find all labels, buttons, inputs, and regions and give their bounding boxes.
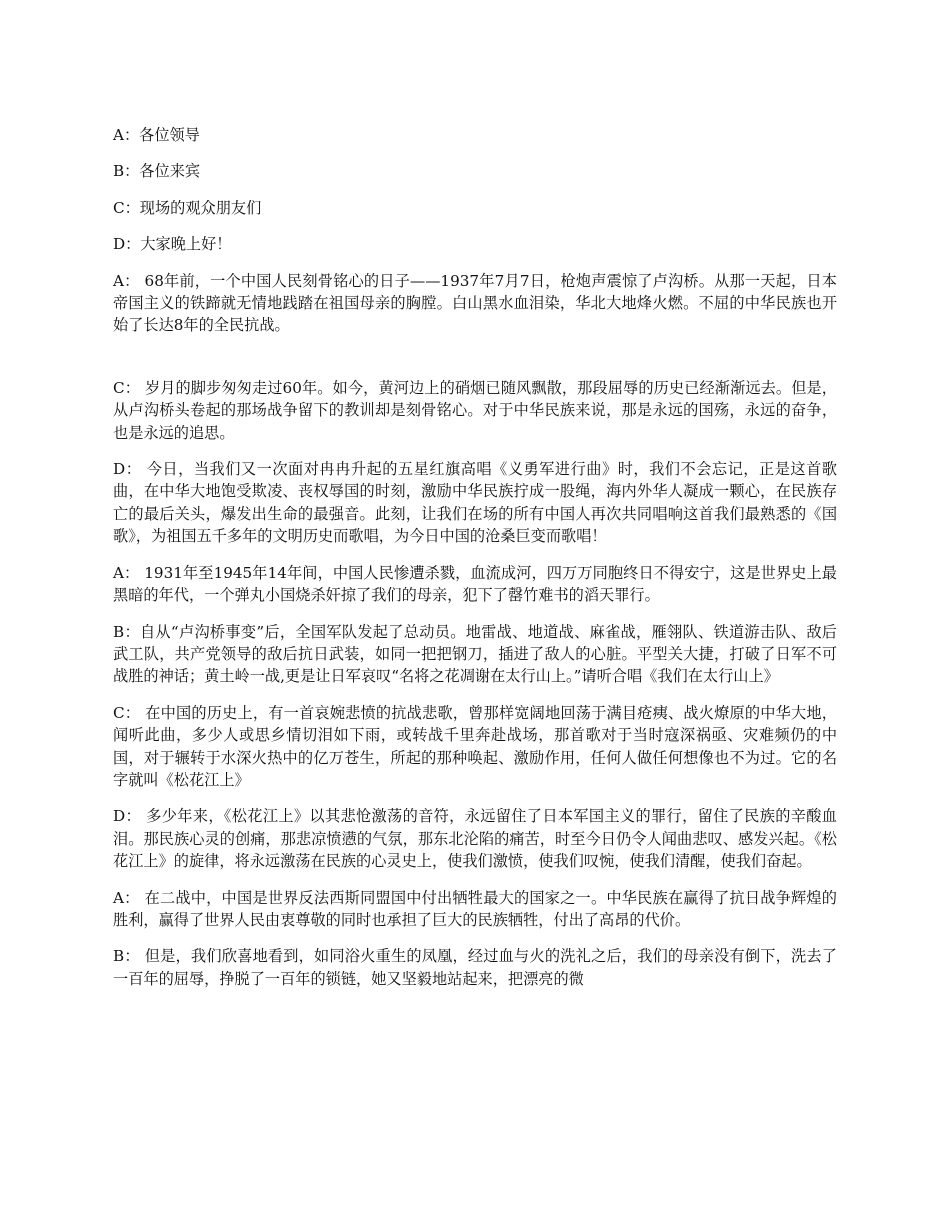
document-body xyxy=(113,124,837,1004)
paragraph-b-taihang: B：自从“卢沟桥事变”后，全国军队发起了总动员。地雷战、地道战、麻雀战，雁翎队、铁道游击队、敌后武工队，共产党领导的敌后抗日武装，如同一把把钢刀，插进了敌人的心脏。平型关大捷，打破了日军不可战胜的神话；黄土岭一战,更是让日军哀叹“名将之花凋谢在太行山上。”请听合唱《我们在太行山上》 xyxy=(113,622,837,686)
paragraph-b-phoenix: B： 但是，我们欣喜地看到，如同浴火重生的凤凰，经过血与火的洗礼之后，我们的母亲没有倒下，洗去了一百年的屈辱，挣脱了一百年的锁链，她又坚毅地站起来，把漂亮的微 xyxy=(113,947,837,988)
paragraph-d-greeting: D：大家晚上好！ xyxy=(113,235,232,254)
paragraph-a-greeting: A：各位领导 xyxy=(113,126,200,144)
paragraph-a-1937: A： 68年前，一个中国人民刻骨铭心的日子——1937年7月7日，枪炮声震惊了卢沟桥。从那一天起，日本帝国主义的铁蹄就无情地践踏在祖国母亲的胸膛。白山黑水血泪染，华北大地烽火燃。不屈的中华民族也开始了长达8年的全民抗战。 xyxy=(113,271,837,335)
paragraph-a-wwii-sacrifice: A： 在二战中，中国是世界反法西斯同盟国中付出牺牲最大的国家之一。中华民族在赢得了抗日战争辉煌的胜利，赢得了世界人民由衷尊敬的同时也承担了巨大的民族牺牲，付出了高昂的代价。 xyxy=(113,888,837,929)
paragraph-d-songhua-melody: D： 多少年来，《松花江上》以其悲怆激荡的音符，永远留住了日本军国主义的罪行，留住了民族的辛酸血泪。那民族心灵的创痛，那悲凉愤懑的气氛，那东北沦陷的痛苦，时至今日仍令人闻曲悲叹、感发兴起。《松花江上》的旋律，将永远激荡在民族的心灵史上，使我们激愤，使我们叹惋，使我们清醒，使我们奋起。 xyxy=(113,807,837,871)
paragraph-c-greeting: C：现场的观众朋友们 xyxy=(113,198,262,217)
paragraph-c-songhua-river: C： 在中国的历史上，有一首哀婉悲愤的抗战悲歌，曾那样宽阔地回荡于满目疮痍、战火燎原的中华大地，闻听此曲，多少人或思乡情切泪如下雨，或转战千里奔赴战场，那首歌对于当时寇深祸亟、灾难频仍的中国，对于辗转于水深火热中的亿万苍生，所起的那种唤起、激励作用，任何人做任何想像也不为过。它的名字就叫《松花江上》 xyxy=(113,703,837,789)
paragraph-c-60-years: C： 岁月的脚步匆匆走过60年。如今，黄河边上的硝烟已随风飘散，那段屈辱的历史已经渐渐远去。但是，从卢沟桥头卷起的那场战争留下的教训却是刻骨铭心。对于中华民族来说，那是永远的国殇，永远的奋争，也是永远的追思。 xyxy=(113,378,837,442)
paragraph-d-anthem: D： 今日，当我们又一次面对冉冉升起的五星红旗高唱《义勇军进行曲》时，我们不会忘记，正是这首歌曲，在中华大地饱受欺凌、丧权辱国的时刻，激励中华民族拧成一股绳，海内外华人凝成一颗心，在民族存亡的最后关头，爆发出生命的最强音。此刻，让我们在场的所有中国人再次共同唱响这首我们最熟悉的《国歌》，为祖国五千多年的文明历史而歌唱，为今日中国的沧桑巨变而歌唱！ xyxy=(113,460,837,546)
paragraph-b-greeting: B：各位来宾 xyxy=(113,162,201,181)
paragraph-a-1931-1945: A： 1931年至1945年14年间，中国人民惨遭杀戮，血流成河，四万万同胞终日不得安宁，这是世界史上最黑暗的年代，一个弹丸小国烧杀奸掠了我们的母亲，犯下了罄竹难书的滔天罪行。 xyxy=(113,563,837,605)
